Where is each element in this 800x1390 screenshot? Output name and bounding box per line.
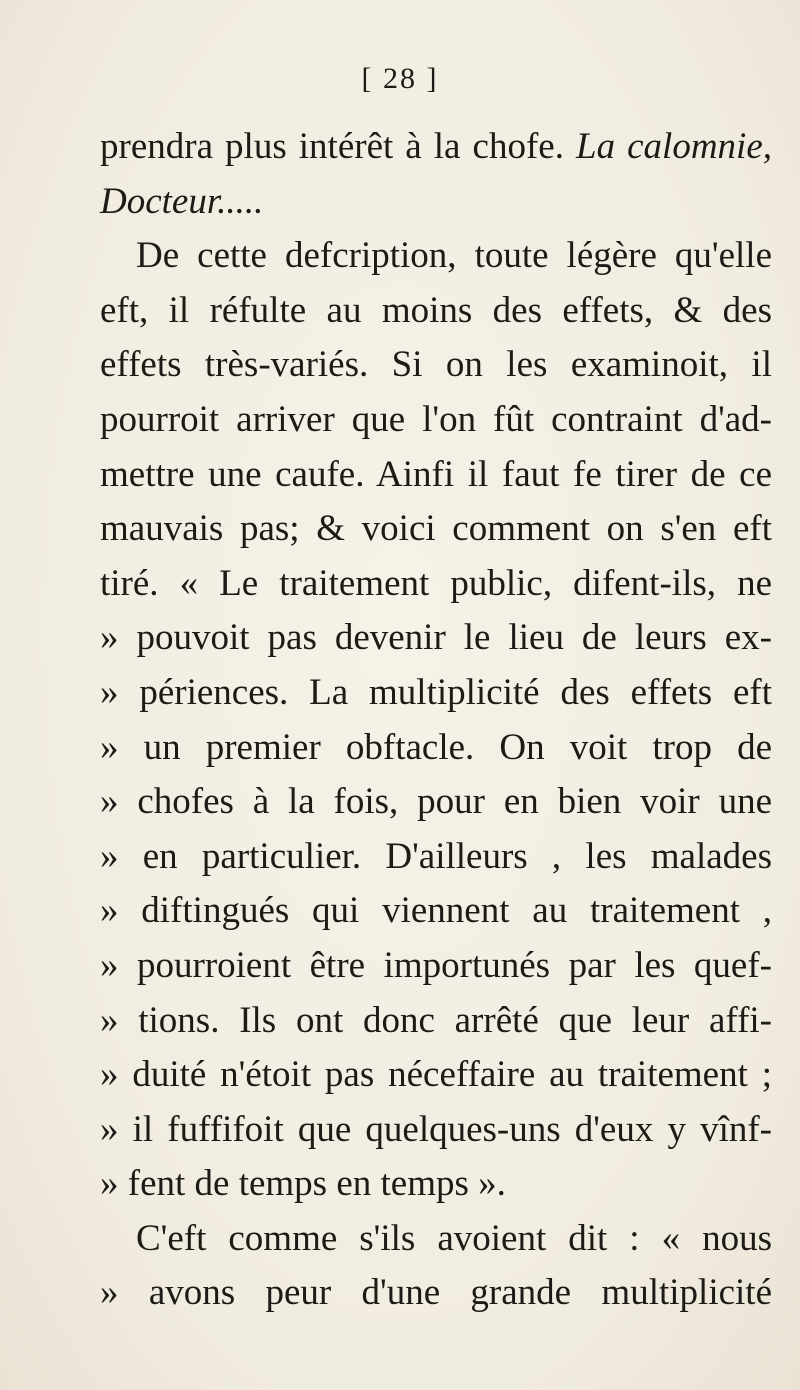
text-line: » diftingués qui viennent au traitement , [100,890,772,932]
text-line: mettre une caufe. Ainfi il faut fe tirer de ce [100,453,772,495]
text-line: » pouvoit pas devenir le lieu de leurs ex- [100,617,772,659]
text-line: » duité n'étoit pas néceffaire au traitement ; [100,1054,772,1096]
text-line: » avons peur d'une grande multiplicité [100,1272,772,1314]
text-line: C'eft comme s'ils avoient dit : « nous [136,1217,772,1259]
text-line: effets très-variés. Si on les examinoit, il [100,344,772,386]
text-line: eft, il réfulte au moins des effets, & des [100,289,772,331]
text-line: » il fuffifoit que quelques-uns d'eux y vînf- [100,1108,772,1150]
text-line: » tions. Ils ont donc arrêté que leur affi- [100,999,772,1041]
text-line: De cette defcription, toute légère qu'elle [136,235,772,277]
text-line [100,175,772,230]
text-line: » pourroient être importunés par les quef- [100,944,772,986]
text-line-roman: prendra plus intérêt à la chofe. [100,126,576,167]
text-line: mauvais pas; & voici comment on s'en eft [100,508,772,550]
text-line: pourroit arriver que l'on fût contraint d'ad- [100,398,772,440]
text-line: » chofes à la fois, pour en bien voir une [100,781,772,823]
text-line: » un premier obftacle. On voit trop de [100,726,772,768]
text-line: » périences. La multiplicité des effets eft [100,671,772,713]
text-line-italic: La calomnie, [576,126,772,167]
text-line-italic: Docteur..... [100,180,264,222]
text-line: » en particulier. D'ailleurs , les malades [100,835,772,877]
body-text [100,120,772,1321]
page-number: [ 28 ] [361,62,439,95]
text-line: » fent de temps en temps ». [100,1163,506,1205]
text-line [100,120,772,175]
text-line: tiré. « Le traitement public, difent-ils, ne [100,562,772,604]
